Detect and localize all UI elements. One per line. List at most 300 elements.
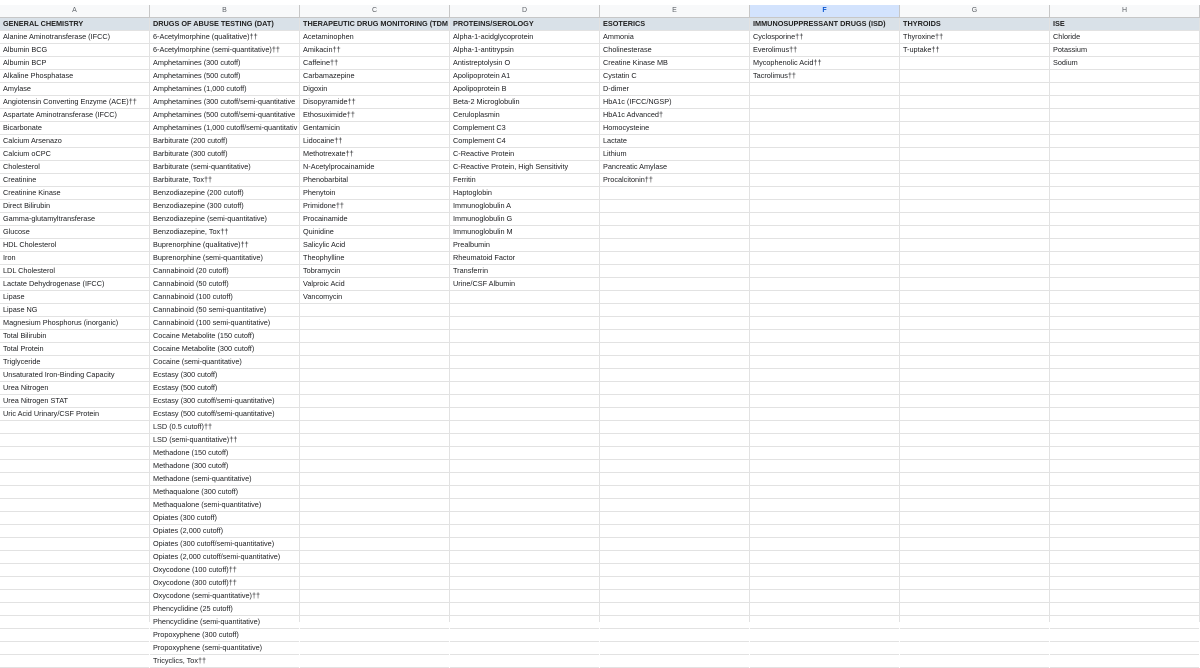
empty-cell[interactable] [600,278,749,291]
empty-cell[interactable] [750,278,899,291]
cell[interactable]: Angiotensin Converting Enzyme (ACE)†† [0,96,149,109]
cell[interactable]: Uric Acid Urinary/CSF Protein [0,408,149,421]
cell[interactable]: Glucose [0,226,149,239]
empty-cell[interactable] [900,356,1049,369]
empty-cell[interactable] [750,83,899,96]
cell[interactable]: Amphetamines (300 cutoff) [150,57,299,70]
empty-cell[interactable] [600,239,749,252]
cell[interactable]: Rheumatoid Factor [450,252,599,265]
empty-cell[interactable] [1050,122,1199,135]
empty-cell[interactable] [750,330,899,343]
empty-cell[interactable] [300,460,449,473]
empty-cell[interactable] [300,421,449,434]
cell[interactable]: Propoxyphene (300 cutoff) [150,629,299,642]
empty-cell[interactable] [600,421,749,434]
cell[interactable]: Benzodiazepine (200 cutoff) [150,187,299,200]
empty-cell[interactable] [900,239,1049,252]
empty-cell[interactable] [300,486,449,499]
empty-cell[interactable] [900,642,1049,655]
empty-cell[interactable] [900,109,1049,122]
cell[interactable]: Benzodiazepine (300 cutoff) [150,200,299,213]
empty-cell[interactable] [450,642,599,655]
empty-cell[interactable] [900,395,1049,408]
cell[interactable]: Benzodiazepine, Tox†† [150,226,299,239]
empty-cell[interactable] [1050,304,1199,317]
empty-cell[interactable] [750,564,899,577]
empty-cell[interactable] [1050,70,1199,83]
category-header-cell[interactable]: ISE [1050,18,1199,31]
empty-cell[interactable] [450,304,599,317]
empty-cell[interactable] [900,278,1049,291]
empty-cell[interactable] [300,603,449,616]
empty-cell[interactable] [450,343,599,356]
empty-cell[interactable] [900,70,1049,83]
empty-cell[interactable] [450,577,599,590]
empty-cell[interactable] [1050,83,1199,96]
cell[interactable]: Valproic Acid [300,278,449,291]
empty-cell[interactable] [1050,356,1199,369]
empty-cell[interactable] [0,564,149,577]
empty-cell[interactable] [600,538,749,551]
cell[interactable]: Total Protein [0,343,149,356]
empty-cell[interactable] [750,252,899,265]
empty-cell[interactable] [1050,603,1199,616]
empty-cell[interactable] [900,96,1049,109]
cell[interactable]: 6-Acetylmorphine (qualitative)†† [150,31,299,44]
empty-cell[interactable] [300,382,449,395]
cell[interactable]: Lactate Dehydrogenase (IFCC) [0,278,149,291]
empty-cell[interactable] [450,590,599,603]
empty-cell[interactable] [300,343,449,356]
cell[interactable]: Quinidine [300,226,449,239]
empty-cell[interactable] [600,577,749,590]
empty-cell[interactable] [900,343,1049,356]
empty-cell[interactable] [750,473,899,486]
empty-cell[interactable] [750,174,899,187]
empty-cell[interactable] [450,473,599,486]
empty-cell[interactable] [750,109,899,122]
cell[interactable]: Antistreptolysin O [450,57,599,70]
empty-cell[interactable] [900,616,1049,629]
empty-cell[interactable] [900,291,1049,304]
empty-cell[interactable] [1050,590,1199,603]
cell[interactable]: Digoxin [300,83,449,96]
empty-cell[interactable] [900,226,1049,239]
cell[interactable]: Procalcitonin†† [600,174,749,187]
empty-cell[interactable] [750,239,899,252]
cell[interactable]: Buprenorphine (qualitative)†† [150,239,299,252]
empty-cell[interactable] [0,577,149,590]
cell[interactable]: Methaqualone (semi-quantitative) [150,499,299,512]
empty-cell[interactable] [900,265,1049,278]
empty-cell[interactable] [750,135,899,148]
empty-cell[interactable] [900,369,1049,382]
category-header-cell[interactable]: IMMUNOSUPPRESSANT DRUGS (ISD) [750,18,899,31]
empty-cell[interactable] [300,642,449,655]
cell[interactable]: Calcium oCPC [0,148,149,161]
empty-cell[interactable] [600,460,749,473]
empty-cell[interactable] [750,369,899,382]
empty-cell[interactable] [300,590,449,603]
empty-cell[interactable] [0,551,149,564]
empty-cell[interactable] [750,512,899,525]
empty-cell[interactable] [450,655,599,668]
column-header-c[interactable]: C [300,5,450,17]
cell[interactable]: Tricyclics, Tox†† [150,655,299,668]
category-header-cell[interactable]: PROTEINS/SEROLOGY [450,18,599,31]
empty-cell[interactable] [300,538,449,551]
cell[interactable]: Thyroxine†† [900,31,1049,44]
empty-cell[interactable] [450,330,599,343]
empty-cell[interactable] [300,551,449,564]
cell[interactable]: Ceruloplasmin [450,109,599,122]
empty-cell[interactable] [1050,317,1199,330]
empty-cell[interactable] [900,629,1049,642]
empty-cell[interactable] [750,187,899,200]
empty-cell[interactable] [300,408,449,421]
empty-cell[interactable] [0,447,149,460]
empty-cell[interactable] [600,343,749,356]
category-header-cell[interactable]: ESOTERICS [600,18,749,31]
cell[interactable]: Opiates (300 cutoff) [150,512,299,525]
empty-cell[interactable] [600,304,749,317]
empty-cell[interactable] [0,616,149,629]
cell[interactable]: Oxycodone (semi-quantitative)†† [150,590,299,603]
cell[interactable]: Beta-2 Microglobulin [450,96,599,109]
empty-cell[interactable] [600,603,749,616]
empty-cell[interactable] [750,304,899,317]
empty-cell[interactable] [900,200,1049,213]
empty-cell[interactable] [1050,616,1199,629]
empty-cell[interactable] [1050,655,1199,668]
cell[interactable]: Ammonia [600,31,749,44]
empty-cell[interactable] [1050,577,1199,590]
empty-cell[interactable] [450,447,599,460]
cell[interactable]: Cocaine (semi-quantitative) [150,356,299,369]
empty-cell[interactable] [300,525,449,538]
empty-cell[interactable] [600,629,749,642]
cell[interactable]: Apolipoprotein A1 [450,70,599,83]
empty-cell[interactable] [1050,382,1199,395]
cell[interactable]: Ecstasy (300 cutoff) [150,369,299,382]
empty-cell[interactable] [600,317,749,330]
empty-cell[interactable] [1050,369,1199,382]
empty-cell[interactable] [1050,109,1199,122]
empty-cell[interactable] [1050,330,1199,343]
empty-cell[interactable] [450,629,599,642]
cell[interactable]: Alkaline Phosphatase [0,70,149,83]
column-header-d[interactable]: D [450,5,600,17]
empty-cell[interactable] [900,499,1049,512]
empty-cell[interactable] [750,577,899,590]
empty-cell[interactable] [600,564,749,577]
empty-cell[interactable] [600,382,749,395]
empty-cell[interactable] [1050,148,1199,161]
cell[interactable]: Disopyramide†† [300,96,449,109]
empty-cell[interactable] [1050,96,1199,109]
empty-cell[interactable] [1050,343,1199,356]
cell[interactable]: Gamma-glutamyltransferase [0,213,149,226]
category-header-cell[interactable]: GENERAL CHEMISTRY [0,18,149,31]
cell[interactable]: Magnesium Phosphorus (inorganic) [0,317,149,330]
cell[interactable]: Iron [0,252,149,265]
cell[interactable]: T-uptake†† [900,44,1049,57]
cell[interactable]: Procainamide [300,213,449,226]
empty-cell[interactable] [750,382,899,395]
empty-cell[interactable] [300,317,449,330]
cell[interactable]: Opiates (300 cutoff/semi-quantitative) [150,538,299,551]
cell[interactable]: Lactate [600,135,749,148]
cell[interactable]: Calcium Arsenazo [0,135,149,148]
cell[interactable]: Cannabinoid (100 semi-quantitative) [150,317,299,330]
empty-cell[interactable] [1050,135,1199,148]
empty-cell[interactable] [750,486,899,499]
empty-cell[interactable] [900,603,1049,616]
empty-cell[interactable] [1050,564,1199,577]
empty-cell[interactable] [1050,252,1199,265]
cell[interactable]: Cyclosporine†† [750,31,899,44]
empty-cell[interactable] [450,616,599,629]
empty-cell[interactable] [1050,447,1199,460]
cell[interactable]: Opiates (2,000 cutoff/semi-quantitative) [150,551,299,564]
empty-cell[interactable] [600,252,749,265]
empty-cell[interactable] [300,434,449,447]
empty-cell[interactable] [600,512,749,525]
cell[interactable]: D-dimer [600,83,749,96]
cell[interactable]: Complement C3 [450,122,599,135]
cell[interactable]: Tobramycin [300,265,449,278]
empty-cell[interactable] [600,187,749,200]
empty-cell[interactable] [750,551,899,564]
empty-cell[interactable] [750,655,899,668]
cell[interactable]: Haptoglobin [450,187,599,200]
empty-cell[interactable] [300,395,449,408]
empty-cell[interactable] [450,460,599,473]
empty-cell[interactable] [300,447,449,460]
cell[interactable]: Ecstasy (500 cutoff/semi-quantitative) [150,408,299,421]
cell[interactable]: C-Reactive Protein, High Sensitivity [450,161,599,174]
cell[interactable]: Carbamazepine [300,70,449,83]
empty-cell[interactable] [750,421,899,434]
cell[interactable]: Cholesterol [0,161,149,174]
empty-cell[interactable] [1050,239,1199,252]
cell[interactable]: Gentamicin [300,122,449,135]
empty-cell[interactable] [1050,538,1199,551]
empty-cell[interactable] [1050,291,1199,304]
empty-cell[interactable] [900,421,1049,434]
empty-cell[interactable] [450,382,599,395]
empty-cell[interactable] [750,538,899,551]
empty-cell[interactable] [1050,421,1199,434]
cell[interactable]: Immunoglobulin A [450,200,599,213]
cell[interactable]: Theophylline [300,252,449,265]
empty-cell[interactable] [600,330,749,343]
empty-cell[interactable] [0,499,149,512]
empty-cell[interactable] [0,538,149,551]
cell[interactable]: Amikacin†† [300,44,449,57]
cell[interactable]: Cannabinoid (50 semi-quantitative) [150,304,299,317]
cell[interactable]: Sodium [1050,57,1199,70]
cell[interactable]: Phenytoin [300,187,449,200]
cell[interactable]: Immunoglobulin G [450,213,599,226]
category-header-cell[interactable]: DRUGS OF ABUSE TESTING (DAT) [150,18,299,31]
empty-cell[interactable] [750,122,899,135]
column-header-a[interactable]: A [0,5,150,17]
cell[interactable]: Cocaine Metabolite (300 cutoff) [150,343,299,356]
cell[interactable]: Unsaturated Iron-Binding Capacity [0,369,149,382]
empty-cell[interactable] [600,473,749,486]
empty-cell[interactable] [900,161,1049,174]
empty-cell[interactable] [750,356,899,369]
empty-cell[interactable] [900,135,1049,148]
cell[interactable]: Cannabinoid (100 cutoff) [150,291,299,304]
cell[interactable]: Albumin BCG [0,44,149,57]
cell[interactable]: Ethosuximide†† [300,109,449,122]
cell[interactable]: Acetaminophen [300,31,449,44]
empty-cell[interactable] [0,473,149,486]
empty-cell[interactable] [600,447,749,460]
cell[interactable]: Lidocaine†† [300,135,449,148]
empty-cell[interactable] [1050,187,1199,200]
cell[interactable]: Cholinesterase [600,44,749,57]
cell[interactable]: Triglyceride [0,356,149,369]
cell[interactable]: Lipase [0,291,149,304]
cell[interactable]: Apolipoprotein B [450,83,599,96]
empty-cell[interactable] [900,122,1049,135]
empty-cell[interactable] [900,252,1049,265]
empty-cell[interactable] [900,590,1049,603]
cell[interactable]: Vancomycin [300,291,449,304]
cell[interactable]: Primidone†† [300,200,449,213]
cell[interactable]: N-Acetylprocainamide [300,161,449,174]
cell[interactable]: Direct Bilirubin [0,200,149,213]
empty-cell[interactable] [600,590,749,603]
cell[interactable]: HbA1c Advanced† [600,109,749,122]
empty-cell[interactable] [600,213,749,226]
cell[interactable]: Oxycodone (300 cutoff)†† [150,577,299,590]
empty-cell[interactable] [900,317,1049,330]
empty-cell[interactable] [900,187,1049,200]
empty-cell[interactable] [600,265,749,278]
empty-cell[interactable] [900,512,1049,525]
empty-cell[interactable] [900,577,1049,590]
empty-cell[interactable] [1050,434,1199,447]
empty-cell[interactable] [600,356,749,369]
cell[interactable]: Lithium [600,148,749,161]
column-header-b[interactable]: B [150,5,300,17]
empty-cell[interactable] [750,408,899,421]
cell[interactable]: Cannabinoid (20 cutoff) [150,265,299,278]
cell[interactable]: Ferritin [450,174,599,187]
cell[interactable]: Pancreatic Amylase [600,161,749,174]
empty-cell[interactable] [900,434,1049,447]
cell[interactable]: Amphetamines (1,000 cutoff/semi-quantitativ [150,122,299,135]
column-header-f[interactable]: F [750,5,900,17]
empty-cell[interactable] [450,564,599,577]
cell[interactable]: Total Bilirubin [0,330,149,343]
cell[interactable]: Potassium [1050,44,1199,57]
empty-cell[interactable] [900,382,1049,395]
cell[interactable]: Amphetamines (1,000 cutoff) [150,83,299,96]
cell[interactable]: Transferrin [450,265,599,278]
cell[interactable]: Barbiturate (semi-quantitative) [150,161,299,174]
empty-cell[interactable] [750,460,899,473]
empty-cell[interactable] [450,434,599,447]
empty-cell[interactable] [0,603,149,616]
empty-cell[interactable] [900,551,1049,564]
empty-cell[interactable] [600,525,749,538]
cell[interactable]: Ecstasy (500 cutoff) [150,382,299,395]
cell[interactable]: Barbiturate (300 cutoff) [150,148,299,161]
empty-cell[interactable] [600,291,749,304]
empty-cell[interactable] [0,486,149,499]
empty-cell[interactable] [1050,265,1199,278]
cell[interactable]: Bicarbonate [0,122,149,135]
empty-cell[interactable] [900,525,1049,538]
cell[interactable]: Urea Nitrogen STAT [0,395,149,408]
category-header-cell[interactable]: THERAPEUTIC DRUG MONITORING (TDM [300,18,449,31]
cell[interactable]: LSD (0.5 cutoff)†† [150,421,299,434]
empty-cell[interactable] [300,356,449,369]
cell[interactable]: Barbiturate, Tox†† [150,174,299,187]
cell[interactable]: Methadone (semi-quantitative) [150,473,299,486]
empty-cell[interactable] [300,577,449,590]
empty-cell[interactable] [600,499,749,512]
empty-cell[interactable] [900,330,1049,343]
empty-cell[interactable] [900,655,1049,668]
empty-cell[interactable] [450,356,599,369]
empty-cell[interactable] [900,447,1049,460]
empty-cell[interactable] [1050,512,1199,525]
empty-cell[interactable] [300,512,449,525]
empty-cell[interactable] [300,655,449,668]
column-header-e[interactable]: E [600,5,750,17]
empty-cell[interactable] [900,148,1049,161]
empty-cell[interactable] [750,616,899,629]
empty-cell[interactable] [900,174,1049,187]
empty-cell[interactable] [1050,499,1199,512]
cell[interactable]: LSD (semi-quantitative)†† [150,434,299,447]
empty-cell[interactable] [300,369,449,382]
empty-cell[interactable] [900,460,1049,473]
empty-cell[interactable] [750,499,899,512]
empty-cell[interactable] [450,538,599,551]
empty-cell[interactable] [600,655,749,668]
empty-cell[interactable] [1050,551,1199,564]
cell[interactable]: Urea Nitrogen [0,382,149,395]
empty-cell[interactable] [0,590,149,603]
empty-cell[interactable] [900,83,1049,96]
empty-cell[interactable] [750,96,899,109]
empty-cell[interactable] [1050,395,1199,408]
empty-cell[interactable] [900,408,1049,421]
cell[interactable]: Alpha-1-antitrypsin [450,44,599,57]
empty-cell[interactable] [1050,200,1199,213]
empty-cell[interactable] [450,499,599,512]
empty-cell[interactable] [450,421,599,434]
cell[interactable]: C-Reactive Protein [450,148,599,161]
cell[interactable]: Tacrolimus†† [750,70,899,83]
empty-cell[interactable] [900,473,1049,486]
empty-cell[interactable] [750,226,899,239]
empty-cell[interactable] [0,421,149,434]
empty-cell[interactable] [1050,174,1199,187]
cell[interactable]: Prealbumin [450,239,599,252]
cell[interactable]: Lipase NG [0,304,149,317]
cell[interactable]: Amphetamines (300 cutoff/semi-quantitative [150,96,299,109]
empty-cell[interactable] [900,486,1049,499]
cell[interactable]: Mycophenolic Acid†† [750,57,899,70]
